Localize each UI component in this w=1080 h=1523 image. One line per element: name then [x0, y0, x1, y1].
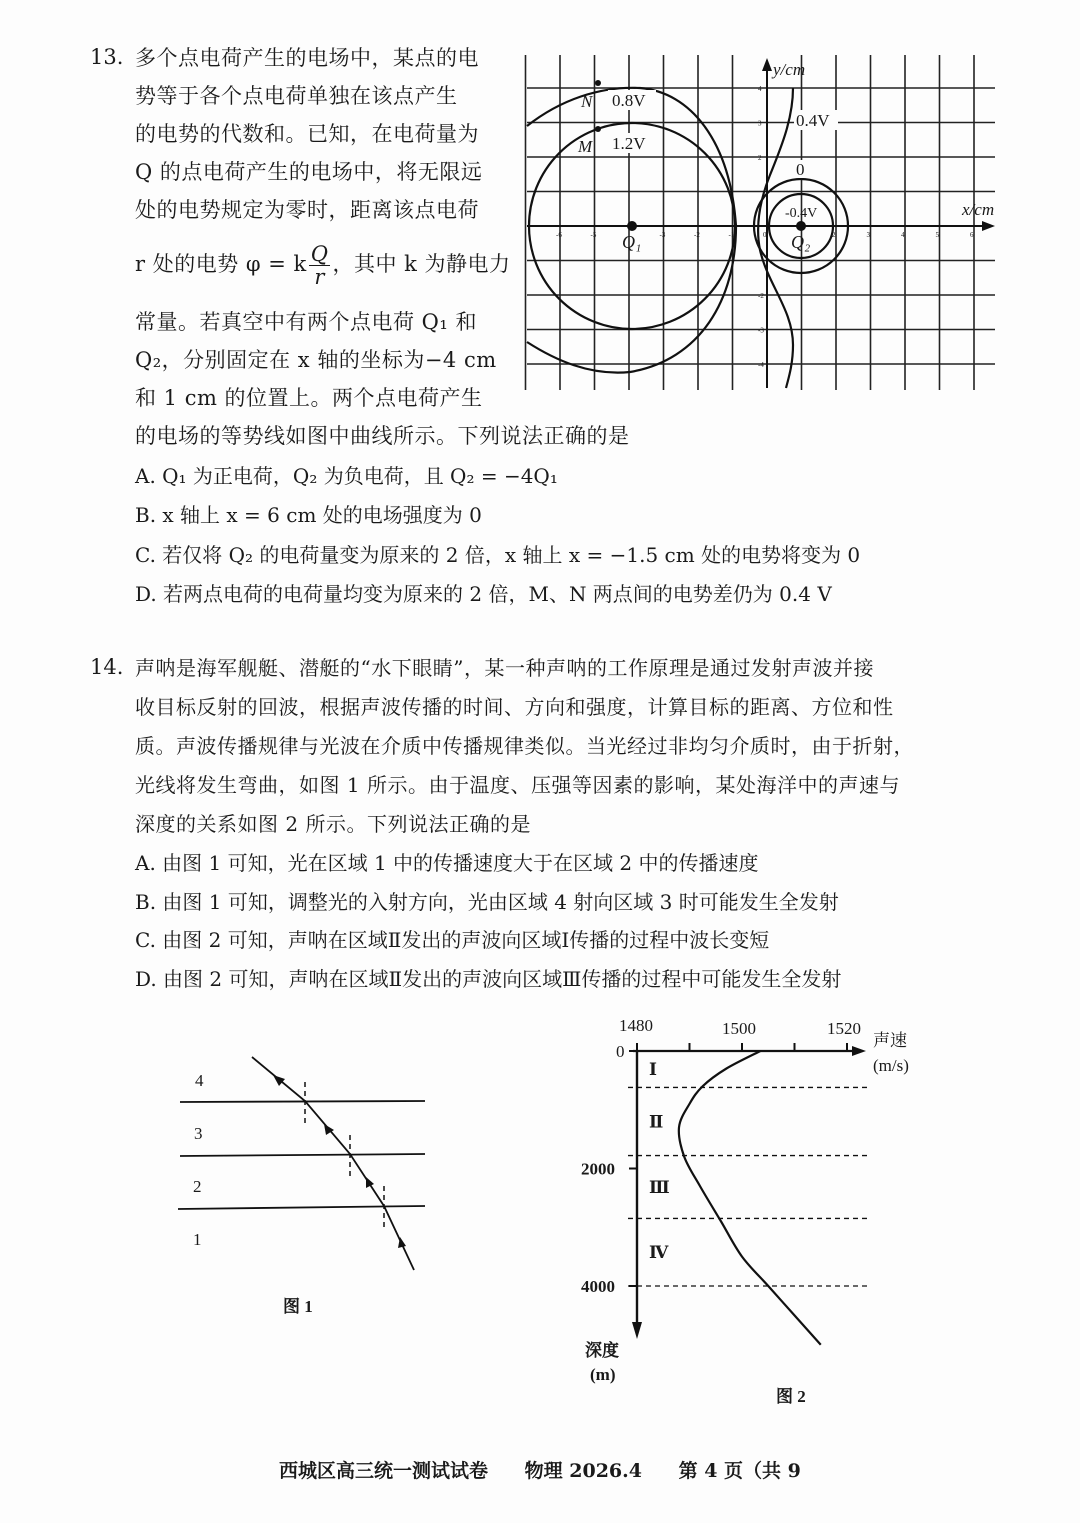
potential-label-0.8V: 0.8V [612, 91, 646, 110]
charge-q1-dot [627, 221, 637, 231]
potential-label-0V: 0 [796, 160, 805, 179]
q13-line-8: 和 1 cm 的位置上。两个点电荷产生 [135, 386, 483, 410]
x-tick-labels [556, 231, 974, 239]
boundary-4-3 [180, 1101, 425, 1102]
sound-speed-curve [679, 1051, 821, 1345]
x-tick-label: 3 [866, 231, 870, 239]
arrow-icon [366, 1177, 374, 1188]
region-label: Ⅱ [649, 1112, 664, 1132]
x-tick-label: 4 [901, 231, 905, 239]
y-tick-label: -4 [758, 361, 764, 369]
x-axis-arrow-icon [852, 1046, 866, 1056]
y-axis-arrow-icon [762, 58, 772, 71]
q13-option-a[interactable]: A. Q₁ 为正电荷，Q₂ 为负电荷，且 Q₂ = −4Q₁ [135, 464, 558, 488]
x-tick-label: -2 [694, 231, 700, 239]
q13-formula-line [135, 240, 511, 288]
question-14-number: 14. [90, 655, 124, 679]
point-m-label: M [578, 137, 593, 156]
formula-suffix: ，其中 k 为静电力 [332, 252, 511, 276]
charge-q2-dot [796, 221, 806, 231]
page-footer [279, 1456, 831, 1483]
x-tick-label: 1500 [722, 1019, 756, 1038]
region-label: Ⅳ [649, 1243, 669, 1263]
q13-line-5: 处的电势规定为零时，距离该点电荷 [135, 198, 479, 222]
region-label-1: 1 [193, 1230, 202, 1249]
y-tick-label: 0 [616, 1042, 625, 1061]
potential-label-1.2V: 1.2V [612, 134, 646, 153]
figure-2-caption: 图 2 [776, 1387, 806, 1406]
q13-line-1: 多个点电荷产生的电场中，某点的电 [135, 46, 479, 70]
region-label: Ⅰ [649, 1060, 657, 1080]
formula-numerator: Q [310, 242, 329, 266]
y-tick-label: 4 [758, 85, 762, 93]
x-tick-label: 0 [763, 231, 767, 239]
q13-line-3: 的电势的代数和。已知，在电荷量为 [135, 122, 479, 146]
figure-1-refraction [170, 1050, 450, 1330]
q14-line-3: 质。声波传播规律与光波在介质中传播规律类似。当光经过非均匀介质时，由于折射， [135, 734, 914, 758]
footer-exam-title: 西城区高三统一测试试卷 [279, 1460, 489, 1482]
q14-option-b[interactable]: B. 由图 1 可知，调整光的入射方向，光由区域 4 射向区域 3 时可能发生全发射 [135, 890, 839, 914]
potential-label-0.4V: 0.4V [796, 111, 830, 130]
q13-option-d[interactable]: D. 若两点电荷的电荷量均变为原来的 2 倍，M、N 两点间的电势差仍为 0.4 V [135, 582, 832, 606]
x-axis-label-line1: 声速 [873, 1031, 907, 1050]
q14-option-c[interactable]: C. 由图 2 可知，声呐在区域Ⅱ发出的声波向区域Ⅰ传播的过程中波长变短 [135, 928, 770, 952]
y-tick-label: 4000 [581, 1277, 615, 1296]
q13-line-2: 势等于各个点电荷单独在该点产生 [135, 84, 458, 108]
x-tick-label: 1480 [619, 1016, 653, 1035]
y-tick-label: -2 [758, 292, 764, 300]
grid-lines [526, 55, 996, 390]
region-label-4: 4 [195, 1071, 204, 1090]
x-tick-label: 2 [832, 231, 836, 239]
y-axis-label-line2: (m) [590, 1365, 616, 1384]
potential-label-neg0.4V: -0.4V [785, 206, 818, 221]
footer-subject: 物理 2026.4 [524, 1460, 642, 1482]
q14-line-5: 深度的关系如图 2 所示。下列说法正确的是 [135, 812, 531, 836]
point-n-label: N [581, 92, 593, 111]
question-13-number: 13. [90, 45, 124, 69]
q14-line-4: 光线将发生弯曲，如图 1 所示。由于温度、压强等因素的影响，某处海洋中的声速与 [135, 773, 900, 797]
x-tick-label: 5 [935, 231, 939, 239]
q13-option-c[interactable]: C. 若仅将 Q₂ 的电荷量变为原来的 2 倍，x 轴上 x = −1.5 cm 处的电势将变为 0 [135, 543, 861, 567]
y-tick-label: 3 [758, 119, 762, 128]
q13-line-6: 常量。若真空中有两个点电荷 Q₁ 和 [135, 310, 477, 334]
charge-q1-label: Q₁ [622, 232, 642, 252]
y-tick-label: 2000 [581, 1159, 615, 1179]
formula-fraction [309, 243, 331, 288]
y-axis-arrow-icon [632, 1322, 642, 1339]
arrow-icon [273, 1075, 285, 1086]
light-ray [252, 1057, 414, 1270]
region-label-3: 3 [194, 1124, 203, 1143]
point-m-dot [595, 126, 601, 132]
q13-line-7: Q₂，分别固定在 x 轴的坐标为−4 cm [135, 348, 497, 372]
q14-line-2: 收目标反射的回波，根据声波传播的时间、方向和强度，计算目标的距离、方位和性 [135, 695, 894, 719]
y-tick-label: -3 [758, 326, 764, 335]
boundary-3-2 [180, 1154, 425, 1156]
x-axis-label: x/cm [962, 200, 995, 219]
x-tick-label: -1 [728, 231, 735, 239]
x-tick-label: -5 [590, 231, 597, 239]
x-tick-label: -3 [659, 231, 666, 239]
footer-page-number: 第 4 页（共 9 [678, 1460, 801, 1482]
q14-line-1: 声呐是海军舰艇、潜艇的“水下眼睛”，某一种声呐的工作原理是通过发射声波并接 [135, 656, 874, 680]
q13-option-b[interactable]: B. x 轴上 x = 6 cm 处的电场强度为 0 [135, 503, 482, 527]
y-axis-label-line1: 深度 [585, 1341, 619, 1360]
equipotential-figure [520, 50, 1010, 400]
formula-prefix: r 处的电势 φ = k [135, 252, 307, 276]
q13-line-4: Q 的点电荷产生的电场中，将无限远 [135, 160, 483, 184]
x-tick-label: 1520 [827, 1019, 861, 1038]
region-label-2: 2 [193, 1177, 202, 1196]
figure-2-sound-speed-chart [560, 1005, 940, 1425]
boundary-2-1 [178, 1206, 425, 1209]
charge-q2-label: Q₂ [791, 232, 811, 252]
x-axis-label-line2: (m/s) [873, 1056, 909, 1075]
q14-option-a[interactable]: A. 由图 1 可知，光在区域 1 中的传播速度大于在区域 2 中的传播速度 [135, 851, 759, 875]
y-tick-label: 2 [758, 154, 762, 162]
q13-line-9: 的电场的等势线如图中曲线所示。下列说法正确的是 [135, 424, 630, 448]
x-tick-label: -6 [556, 231, 562, 239]
figure-1-caption: 图 1 [283, 1297, 313, 1316]
q14-option-d[interactable]: D. 由图 2 可知，声呐在区域Ⅱ发出的声波向区域Ⅲ传播的过程中可能发生全发射 [135, 967, 842, 991]
point-n-dot [595, 80, 601, 86]
y-axis-label: y/cm [773, 60, 806, 79]
formula-denominator: r [314, 265, 325, 289]
region-label: Ⅲ [649, 1178, 670, 1198]
x-axis-arrow-icon [982, 221, 995, 231]
x-tick-label: 6 [970, 231, 974, 239]
